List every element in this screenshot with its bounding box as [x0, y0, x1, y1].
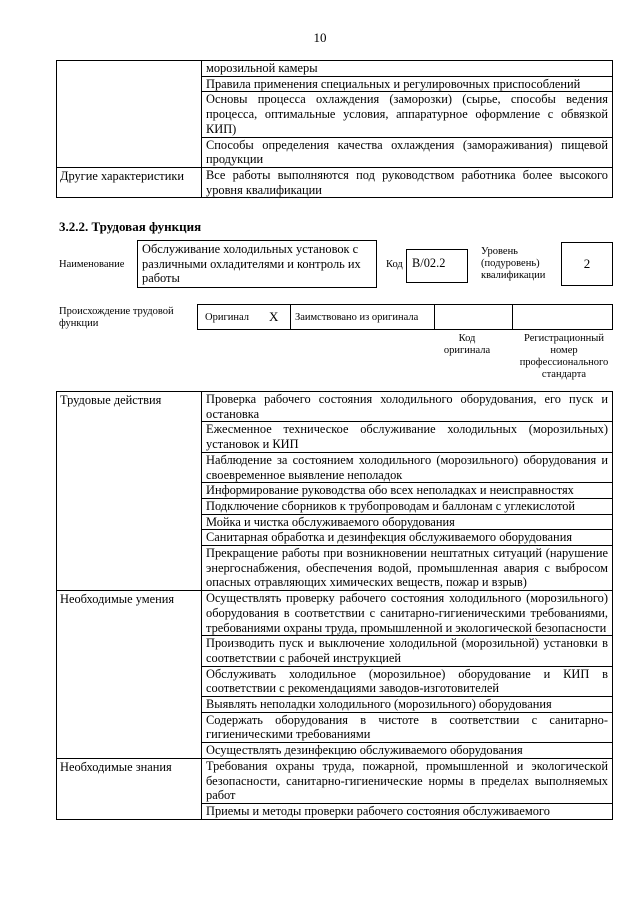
borrowed-label: Заимствовано из оригинала: [295, 312, 419, 323]
code-label: Код: [386, 259, 403, 270]
table-cell: Наблюдение за состоянием холодильного (морозильного) оборудования и своевременное выявление неполадок: [202, 452, 613, 482]
table-cell: Проверка рабочего состояния холодильного оборудования, его пуск и остановка: [202, 392, 613, 422]
level-value: 2: [583, 256, 591, 271]
table-cell: Обслуживать холодильное (морозильное) оборудование и КИП в соответствии с рекомендациями заводов-изготовителей: [202, 666, 613, 696]
level-box: [561, 242, 613, 286]
original-cell: [198, 305, 291, 329]
page-number: 10: [313, 30, 327, 45]
table-cell: Выявлять неполадки холодильного (морозильного) оборудования: [202, 697, 613, 713]
code-value: В/02.2: [412, 256, 446, 270]
table-cell: морозильной камеры: [202, 61, 613, 77]
skills-continuation-table: [56, 60, 613, 198]
table-cell: Санитарная обработка и дезинфекция обслуживаемого оборудования: [202, 530, 613, 546]
group-label-knowledge: Необходимые знания: [57, 758, 202, 819]
table-cell: Приемы и методы проверки рабочего состояния обслуживаемого: [202, 803, 613, 819]
table-cell: Осуществлять дезинфекцию обслуживаемого оборудования: [202, 743, 613, 759]
table-cell: Требования охраны труда, пожарной, промышленной и экологической безопасности, санитарно-гигиенические нормы в пределах выполняемых работ: [202, 758, 613, 803]
name-label: Наименование: [59, 259, 125, 270]
section-title: 3.2.2. Трудовая функция: [59, 219, 202, 234]
reg-number-label: Регистрационный номер профессионального стандарта: [519, 333, 609, 380]
function-name-box: [137, 240, 377, 288]
origin-row: [197, 304, 613, 330]
table-cell: Прекращение работы при возникновении нештатных ситуаций (нарушение энергоснабжения, обеспечения водой, промышленная авария с выбросом опасных отравляющих химических веществ, пожар и взрыв): [202, 546, 613, 591]
row-label: Другие характеристики: [57, 167, 202, 197]
table-row: [57, 392, 613, 422]
table-cell: Основы процесса охлаждения (заморозки) (сырье, способы ведения процесса, оптимальные условия, аппаратурное оформление с обвязкой КИП): [202, 92, 613, 137]
table-cell: Информирование руководства обо всех неполадках и неисправностях: [202, 483, 613, 499]
table-row: [57, 61, 613, 77]
labor-function-table: [56, 391, 613, 820]
table-cell: Подключение сборников к трубопроводам и баллонам с углекислотой: [202, 498, 613, 514]
row-label: [57, 61, 202, 168]
code-original-label: Код оригинала: [443, 333, 491, 356]
table-cell: Мойка и чистка обслуживаемого оборудования: [202, 514, 613, 530]
code-original-cell: [434, 305, 513, 329]
table-cell: Способы определения качества охлаждения (замораживания) пищевой продукции: [202, 137, 613, 167]
level-label: Уровень (подуровень) квалификации: [481, 246, 546, 281]
table-cell: Все работы выполняются под руководством работника более высокого уровня квалификации: [202, 167, 613, 197]
origin-label: Происхождение трудовой функции: [59, 306, 174, 329]
table-row: [57, 591, 613, 636]
borrowed-cell: [290, 305, 435, 329]
code-box: [406, 249, 468, 283]
table-cell: Содержать оборудования в чистоте в соответствии с санитарно-гигиеническими требованиями: [202, 712, 613, 742]
table-cell: Ежесменное техническое обслуживание холодильных (морозильных) установок и КИП: [202, 422, 613, 452]
table-cell: Производить пуск и выключение холодильной (морозильной) установки в соответствии с рабочей инструкцией: [202, 636, 613, 666]
group-label-actions: Трудовые действия: [57, 392, 202, 591]
original-label: Оригинал: [205, 312, 249, 323]
table-cell: Осуществлять проверку рабочего состояния холодильного (морозильного) оборудования в соответствии с санитарно-гигиеническими требованиями, требованиями охраны труда, промышленной и экологической безопасности: [202, 591, 613, 636]
group-label-skills: Необходимые умения: [57, 591, 202, 759]
reg-number-cell: [512, 305, 612, 329]
table-cell: Правила применения специальных и регулировочных приспособлений: [202, 76, 613, 92]
original-mark: Х: [269, 309, 279, 324]
function-name-value: Обслуживание холодильных установок с различными охладителями и контроль их работы: [142, 242, 361, 286]
table-row: [57, 758, 613, 803]
table-row: [57, 167, 613, 197]
